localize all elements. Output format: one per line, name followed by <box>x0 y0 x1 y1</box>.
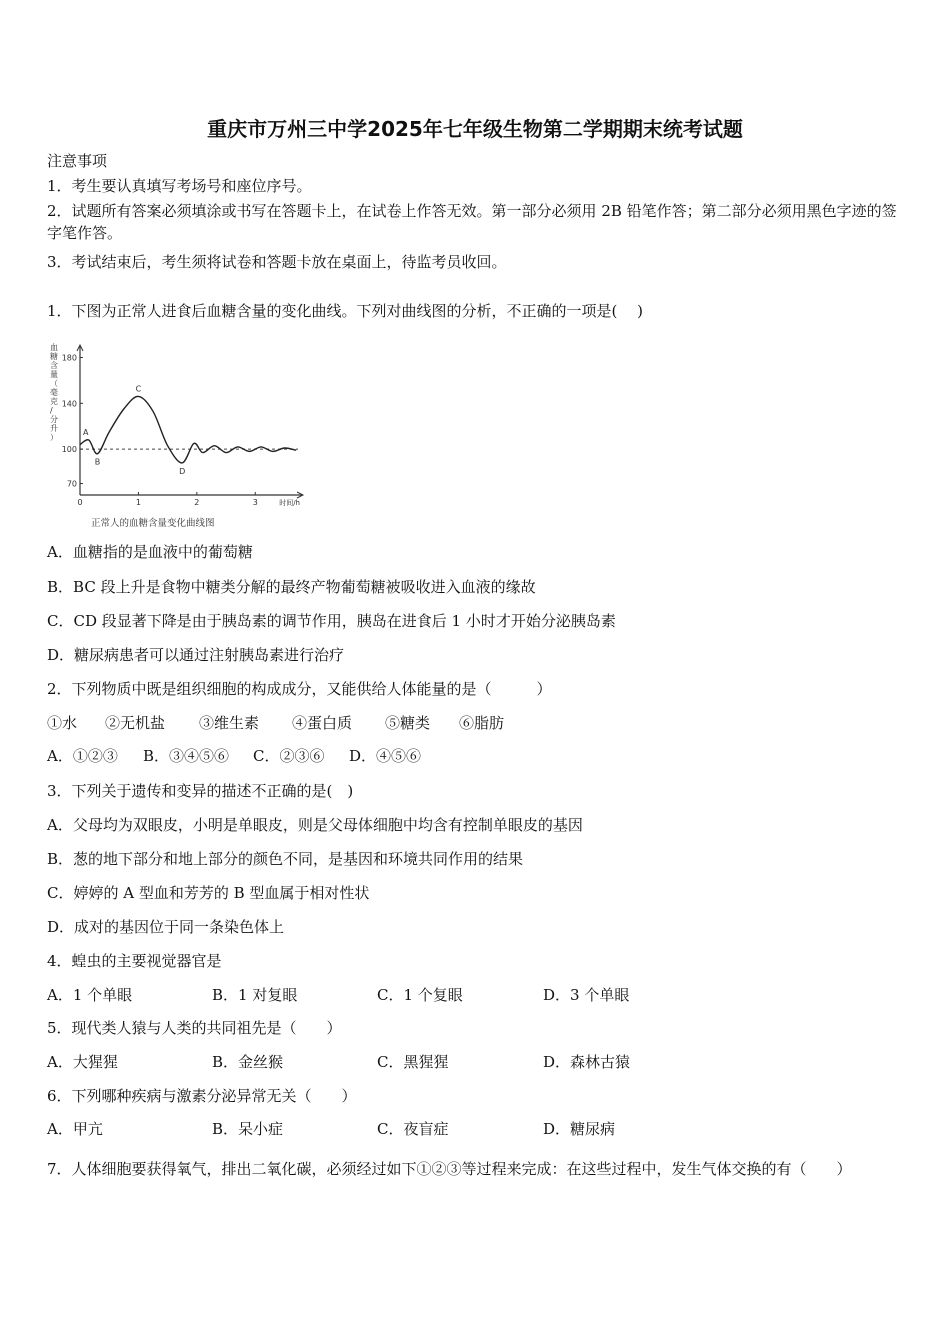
q4-option-c: C．1 个复眼 <box>377 986 463 1004</box>
q5-option-c: C．黑猩猩 <box>377 1053 449 1071</box>
q2-option-c: C．②③⑥ <box>253 747 325 765</box>
q2-option-b: B．③④⑤⑥ <box>143 747 230 765</box>
q1-option-a: A．血糖指的是血液中的葡萄糖 <box>47 543 253 561</box>
y-tick-label: 100 <box>61 445 77 455</box>
q6-option-b: B．呆小症 <box>212 1120 284 1138</box>
x-tick-label: 3 <box>252 498 258 507</box>
y-axis-label: 血糖含量（毫克/分升） <box>50 343 58 442</box>
x-tick-label: 2 <box>194 498 200 507</box>
q1-option-c: C．CD 段显著下降是由于胰岛素的调节作用，胰岛在进食后 1 小时才开始分泌胰岛素 <box>47 612 616 630</box>
q5-option-a: A．大猩猩 <box>47 1053 118 1071</box>
x-tick-label: 1 <box>135 498 141 507</box>
y-tick-label: 140 <box>61 399 77 409</box>
q3-stem: 3．下列关于遗传和变异的描述不正确的是( ) <box>47 782 354 800</box>
y-tick-label: 180 <box>61 353 77 363</box>
point-label-d: D <box>179 466 186 476</box>
q2-item: ③维生素 <box>199 714 260 732</box>
q3-option-c: C．婷婷的 A 型血和芳芳的 B 型血属于相对性状 <box>47 884 370 902</box>
q7-stem: 7．人体细胞要获得氧气，排出二氧化碳，必须经过如下①②③等过程来完成：在这些过程中，发生气体交换的有（ ） <box>47 1160 852 1178</box>
page-title: 重庆市万州三中学2025年七年级生物第二学期期末统考试题 <box>207 117 743 141</box>
q6-option-c: C．夜盲症 <box>377 1120 449 1138</box>
y-tick-label: 70 <box>66 479 77 489</box>
q3-option-b: B．葱的地下部分和地上部分的颜色不同，是基因和环境共同作用的结果 <box>47 850 524 868</box>
q4-option-b: B．1 对复眼 <box>212 986 298 1004</box>
notice-item-1: 1．考生要认真填写考场号和座位序号。 <box>47 177 312 195</box>
q3-option-a: A．父母均为双眼皮，小明是单眼皮，则是父母体细胞中均含有控制单眼皮的基因 <box>47 816 583 834</box>
q2-item: ④蛋白质 <box>292 714 353 732</box>
q2-item: ⑤糖类 <box>385 714 431 732</box>
q2-item: ①水 <box>47 714 78 732</box>
notice-item-3: 3．考试结束后，考生须将试卷和答题卡放在桌面上，待监考员收回。 <box>47 253 507 271</box>
q1-option-b: B．BC 段上升是食物中糖类分解的最终产物葡萄糖被吸收进入血液的缘故 <box>47 578 536 596</box>
blood-glucose-chart <box>44 338 314 533</box>
x-axis-label: 时间/h <box>279 499 300 507</box>
q6-option-a: A．甲亢 <box>47 1120 103 1138</box>
q4-option-a: A．1 个单眼 <box>47 986 133 1004</box>
x-tick-label: 0 <box>77 498 83 507</box>
point-label-a: A <box>83 427 89 437</box>
q5-option-d: D．森林古猿 <box>543 1053 631 1071</box>
notice-heading: 注意事项 <box>47 152 108 170</box>
q2-stem: 2．下列物质中既是组织细胞的构成成分，又能供给人体能量的是（ ） <box>47 680 552 698</box>
q2-option-a: A．①②③ <box>47 747 118 765</box>
glucose-curve <box>80 396 296 463</box>
q5-option-b: B．金丝猴 <box>212 1053 284 1071</box>
q2-option-d: D．④⑤⑥ <box>349 747 422 765</box>
q5-stem: 5．现代类人猿与人类的共同祖先是（ ） <box>47 1019 342 1037</box>
point-label-c: C <box>135 384 142 394</box>
chart-caption: 正常人的血糖含量变化曲线图 <box>91 518 215 529</box>
q4-option-d: D．3 个单眼 <box>543 986 630 1004</box>
q4-stem: 4．蝗虫的主要视觉器官是 <box>47 952 222 970</box>
q2-item: ②无机盐 <box>105 714 166 732</box>
q1-stem: 1．下图为正常人进食后血糖含量的变化曲线。下列对曲线图的分析，不正确的一项是( ) <box>47 302 644 320</box>
point-label-b: B <box>94 457 101 467</box>
q2-item: ⑥脂肪 <box>459 714 505 732</box>
q1-option-d: D．糖尿病患者可以通过注射胰岛素进行治疗 <box>47 646 345 664</box>
q6-stem: 6．下列哪种疾病与激素分泌异常无关（ ） <box>47 1087 357 1105</box>
q6-option-d: D．糖尿病 <box>543 1120 616 1138</box>
q3-option-d: D．成对的基因位于同一条染色体上 <box>47 918 285 936</box>
notice-item-2: 2．试题所有答案必须填涂或书写在答题卡上，在试卷上作答无效。第一部分必须用 2B 铅笔作答；第二部分必须用黑色字迹的签字笔作答。 <box>47 202 897 242</box>
